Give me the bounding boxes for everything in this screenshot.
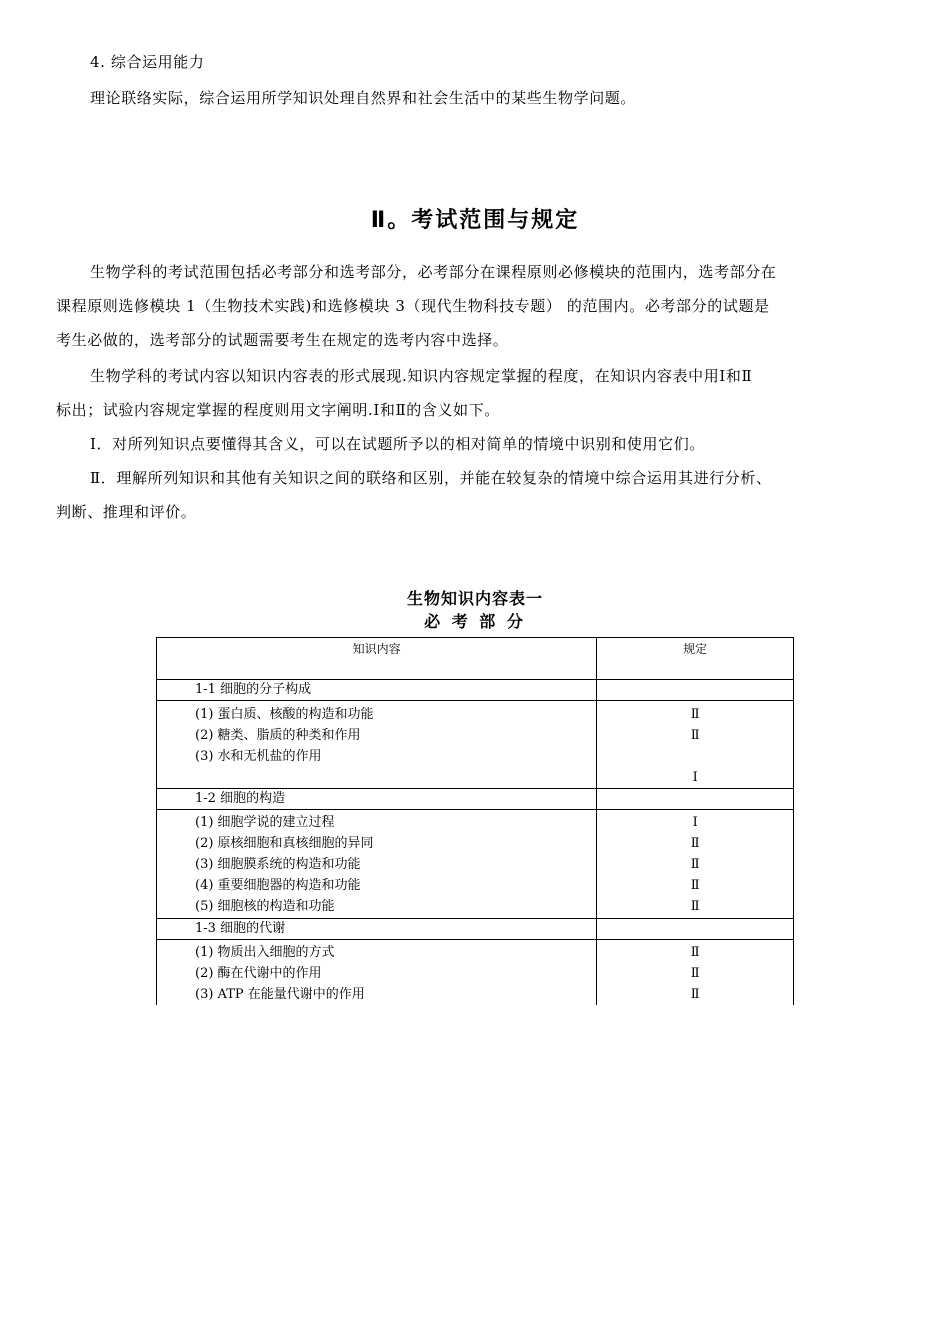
items-row <box>157 701 794 789</box>
section-heading: Ⅱ。考试范围与规定 <box>370 208 580 233</box>
paragraph-1-line-2: 课程原则选修模块 1（生物技术实践)和选修模块 3（现代生物科技专题） 的范围内。必考部分的试题是 <box>56 297 770 315</box>
requirement-mark: Ⅱ <box>690 945 700 960</box>
items-row <box>157 810 794 919</box>
requirement-mark: Ⅰ <box>692 770 698 785</box>
section-row <box>157 919 794 940</box>
section-row <box>157 789 794 810</box>
list-item: (3) 水和无机盐的作用 <box>195 749 322 764</box>
paragraph-4-line-1: Ⅱ．理解所列知识和其他有关知识之间的联络和区别，并能在较复杂的情境中综合运用其进行分析、 <box>90 469 772 487</box>
list-item: (1) 物质出入细胞的方式 <box>195 945 335 960</box>
requirement-mark: Ⅱ <box>690 836 700 851</box>
list-item: (3) ATP 在能量代谢中的作用 <box>195 987 365 1002</box>
requirement-mark: Ⅱ <box>690 707 700 722</box>
section-row <box>157 680 794 701</box>
items-row <box>157 940 794 1006</box>
requirement-mark: Ⅰ <box>692 815 698 830</box>
paragraph-3: Ⅰ．对所列知识点要懂得其含义，可以在试题所予以的相对简单的情境中识别和使用它们。 <box>90 435 705 453</box>
requirement-mark: Ⅱ <box>690 857 700 872</box>
knowledge-table <box>156 637 794 1005</box>
requirement-mark: Ⅱ <box>690 728 700 743</box>
requirement-mark: Ⅱ <box>690 878 700 893</box>
item-4-text: 理论联络实际，综合运用所学知识处理自然界和社会生活中的某些生物学问题。 <box>90 89 637 107</box>
table-title: 生物知识内容表一 <box>406 589 543 608</box>
paragraph-4-line-2: 判断、推理和评价。 <box>56 503 197 521</box>
paragraph-1-line-3: 考生必做的，选考部分的试题需要考生在规定的选考内容中选择。 <box>56 331 509 349</box>
list-item: (3) 细胞膜系统的构造和功能 <box>195 857 361 872</box>
list-item: (1) 细胞学说的建立过程 <box>195 815 335 830</box>
table-header-row <box>157 638 794 680</box>
item-4-title: 4. 综合运用能力 <box>90 53 205 71</box>
header-content: 知识内容 <box>157 638 597 680</box>
paragraph-2-line-1: 生物学科的考试内容以知识内容表的形式展现.知识内容规定掌握的程度，在知识内容表中用Ⅰ和Ⅱ <box>90 367 753 385</box>
table-subtitle: 必 考 部 分 <box>424 612 526 631</box>
list-item: (2) 原核细胞和真核细胞的异同 <box>195 836 374 851</box>
section-label: 1-3 细胞的代谢 <box>195 921 286 936</box>
requirement-mark: Ⅱ <box>690 966 700 981</box>
list-item: (1) 蛋白质、核酸的构造和功能 <box>195 707 374 722</box>
requirement-mark <box>597 746 793 767</box>
list-item: (5) 细胞核的构造和功能 <box>195 899 335 914</box>
paragraph-2-line-2: 标出；试验内容规定掌握的程度则用文字阐明.Ⅰ和Ⅱ的含义如下。 <box>56 401 500 419</box>
list-item: (2) 酶在代谢中的作用 <box>195 966 322 981</box>
section-label: 1-1 细胞的分子构成 <box>195 682 312 697</box>
section-label: 1-2 细胞的构造 <box>195 791 286 806</box>
list-item: (4) 重要细胞器的构造和功能 <box>195 878 361 893</box>
requirement-mark: Ⅱ <box>690 899 700 914</box>
list-item: (2) 糖类、脂质的种类和作用 <box>195 728 361 743</box>
requirement-mark: Ⅱ <box>690 987 700 1002</box>
header-requirement: 规定 <box>597 638 794 680</box>
paragraph-1-line-1: 生物学科的考试范围包括必考部分和选考部分，必考部分在课程原则必修模块的范围内，选考部分在 <box>90 263 777 281</box>
